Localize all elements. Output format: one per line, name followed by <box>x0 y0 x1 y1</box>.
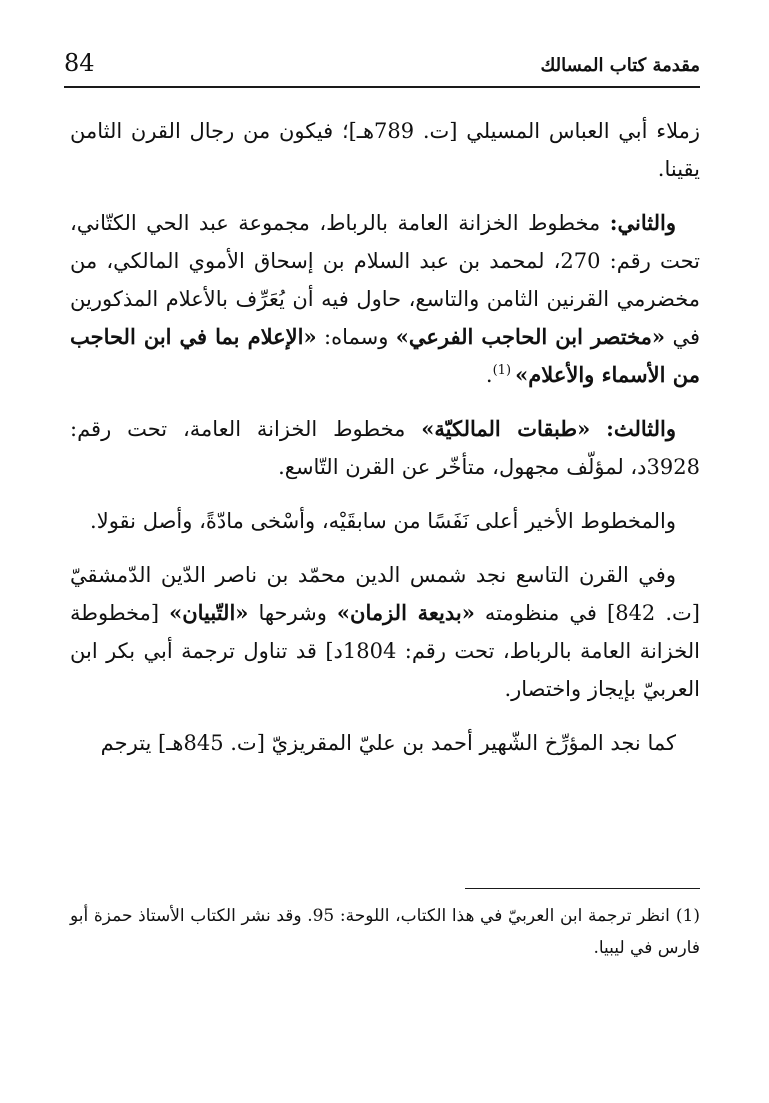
paragraph-2-end: . <box>485 363 493 387</box>
paragraph-3-lead: والثالث: <box>606 416 676 441</box>
paragraph-4-text: والمخطوط الأخير أعلى نَفَسًا من سابقَيْه، وأسْخى مادّةً، وأصل نقولا. <box>90 509 676 533</box>
paragraph-2 <box>70 204 700 394</box>
paragraph-5-bold-title-2: «التّبيان» <box>169 600 249 625</box>
paragraph-1-text: زملاء أبي العباس المسيلي [ت. 789هـ]؛ فيكون من رجال القرن الثامن يقينا. <box>70 119 701 181</box>
footnote-1-number: (1) <box>675 906 701 926</box>
paragraph-6-text: كما نجد المؤرِّخ الشّهير أحمد بن عليّ المقريزيّ [ت. 845هـ] يترجم <box>100 731 676 755</box>
paragraph-3-text-1 <box>590 417 606 441</box>
paragraph-5-text-2: وشرحها <box>248 601 337 625</box>
paragraph-2-bold-title-1: «مختصر ابن الحاجب الفرعي» <box>395 324 666 349</box>
paragraph-2-lead: والثاني: <box>609 210 676 235</box>
footnotes <box>70 900 700 964</box>
page-number: 84 <box>64 49 95 77</box>
paragraph-2-text-1: مخطوط الخزانة العامة بالرباط، مجموعة عبد الحي الكتّاني، تحت رقم: 270، لمحمد بن عبد السلام بن إسحاق الأموي المالكي، من مخضرمي القرنين الثامن والتاسع، حاول فيه أن يُعَرِّف بالأعلام المذكورين في <box>70 211 700 349</box>
running-header <box>64 48 700 88</box>
paragraph-5-text-1: وفي القرن التاسع نجد شمس الدين محمّد بن ناصر الدّين الدّمشقيّ [ت. 842] في منظومته <box>70 563 700 625</box>
running-title: مقدمة كتاب المسالك <box>540 55 700 76</box>
footnote-1-text: انظر ترجمة ابن العربيّ في هذا الكتاب، اللوحة: 95. وقد نشر الكتاب الأستاذ حمزة أبو فارس في ليبيا. <box>70 906 700 958</box>
paragraph-5-text-3: [مخطوطة الخزانة العامة بالرباط، تحت رقم: 1804د] قد تناول ترجمة أبي بكر ابن العربيّ بإيجاز واختصار. <box>70 601 700 701</box>
paragraph-3-bold-title: «طبقات المالكيّة» <box>421 416 591 441</box>
paragraph-5 <box>70 556 700 708</box>
paragraph-3 <box>70 410 700 486</box>
paragraph-5-bold-title-1: «بديعة الزمان» <box>336 600 475 625</box>
paragraph-2-text-2: وسماه: <box>316 325 396 349</box>
paragraph-2-bold-title-2: «الإعلام بما في ابن الحاجب من الأسماء والأعلام» <box>70 324 700 387</box>
paragraph-3-text-2: مخطوط الخزانة العامة، تحت رقم: 3928د، لمؤلّف مجهول، متأخّر عن القرن التّاسع. <box>70 417 700 479</box>
footnote-1 <box>70 900 700 964</box>
footnote-reference-1: (1) <box>492 363 516 378</box>
main-text <box>70 112 700 778</box>
paragraph-6 <box>70 724 700 762</box>
paragraph-4 <box>70 502 700 540</box>
paragraph-1 <box>70 112 700 188</box>
footnote-separator <box>465 888 700 889</box>
